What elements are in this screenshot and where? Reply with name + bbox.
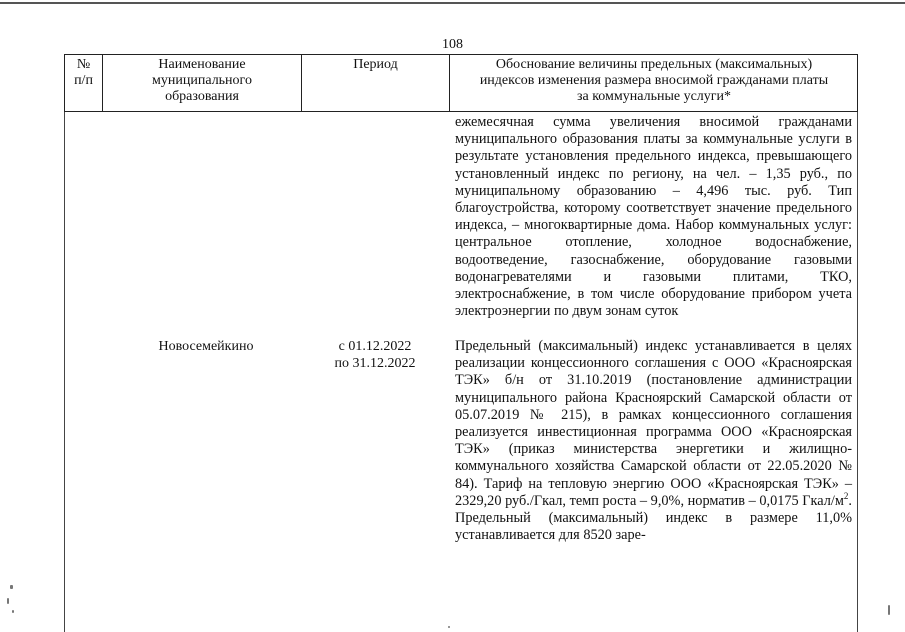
scan-speck: [448, 626, 450, 628]
scan-speck: [7, 598, 9, 604]
header-justification: Обоснование величины предельных (максимальных) индексов изменения размера вносимой гражданами платы за коммунальные услуги*: [479, 57, 829, 104]
justification-text-part2: . Предельный (максимальный) индекс в размере 11,0% устанавливается для 8520 заре-: [455, 492, 852, 544]
justification-text-part1: Предельный (максимальный) индекс устанавливается в целях реализации концессионного соглашения с ООО «Красноярская ТЭК» б/н от 31.10.2019 (постановление администрации муниципального района Красноярский Самарской области от 05.07.2019 № 215), в рамках концессионного соглашения реализуется инвестиционная программа ООО «Красноярская ТЭК» (приказ министерства энергетики и жилищно-коммунального хозяйства Самарской области от 22.05.2020 № 84). Тариф на тепловую энергию ООО «Красноярская ТЭК» – 2329,20 руб./Гкал, темп роста – 9,0%, норматив – 0,0175 Гкал/м: [455, 338, 852, 509]
header-number: № п/п: [74, 57, 93, 88]
column-rule: [64, 112, 65, 632]
column-rule: [857, 112, 858, 632]
municipality-name: Новосемейкино: [158, 339, 254, 354]
scan-speck: [10, 585, 13, 589]
justification-continued-text: ежемесячная сумма увеличения вносимой гражданами муниципального образования платы за коммунальные услуги в результате установления предельного индекса, превышающего установленный индекс по региону, на чел. – 1,35 руб., по муниципальному образованию – 4,496 тыс. руб. Тип благоустройства, которому соответствует значение предельного индекса, – многоквартирные дома. Набор коммунальных услуг: центральное отопление, холодное водоснабжение, водоотведение, газоснабжение, оборудование газовыми водонагревателями и газовыми плитами, ТКО, электроснабжение, в том числе оборудование прибором учета электроэнергии по двум зонам суток: [455, 114, 852, 320]
scan-speck: [12, 610, 14, 613]
table-header: [64, 54, 858, 112]
justification-text: [455, 338, 852, 544]
page-number: 108: [442, 37, 463, 52]
scan-top-edge: [0, 2, 905, 4]
scan-speck: [888, 605, 890, 615]
period-range: с 01.12.2022 по 31.12.2022: [334, 339, 416, 371]
superscript: 2: [843, 491, 849, 502]
header-municipality: Наименование муниципального образования: [152, 57, 252, 104]
header-period: Период: [353, 57, 398, 72]
